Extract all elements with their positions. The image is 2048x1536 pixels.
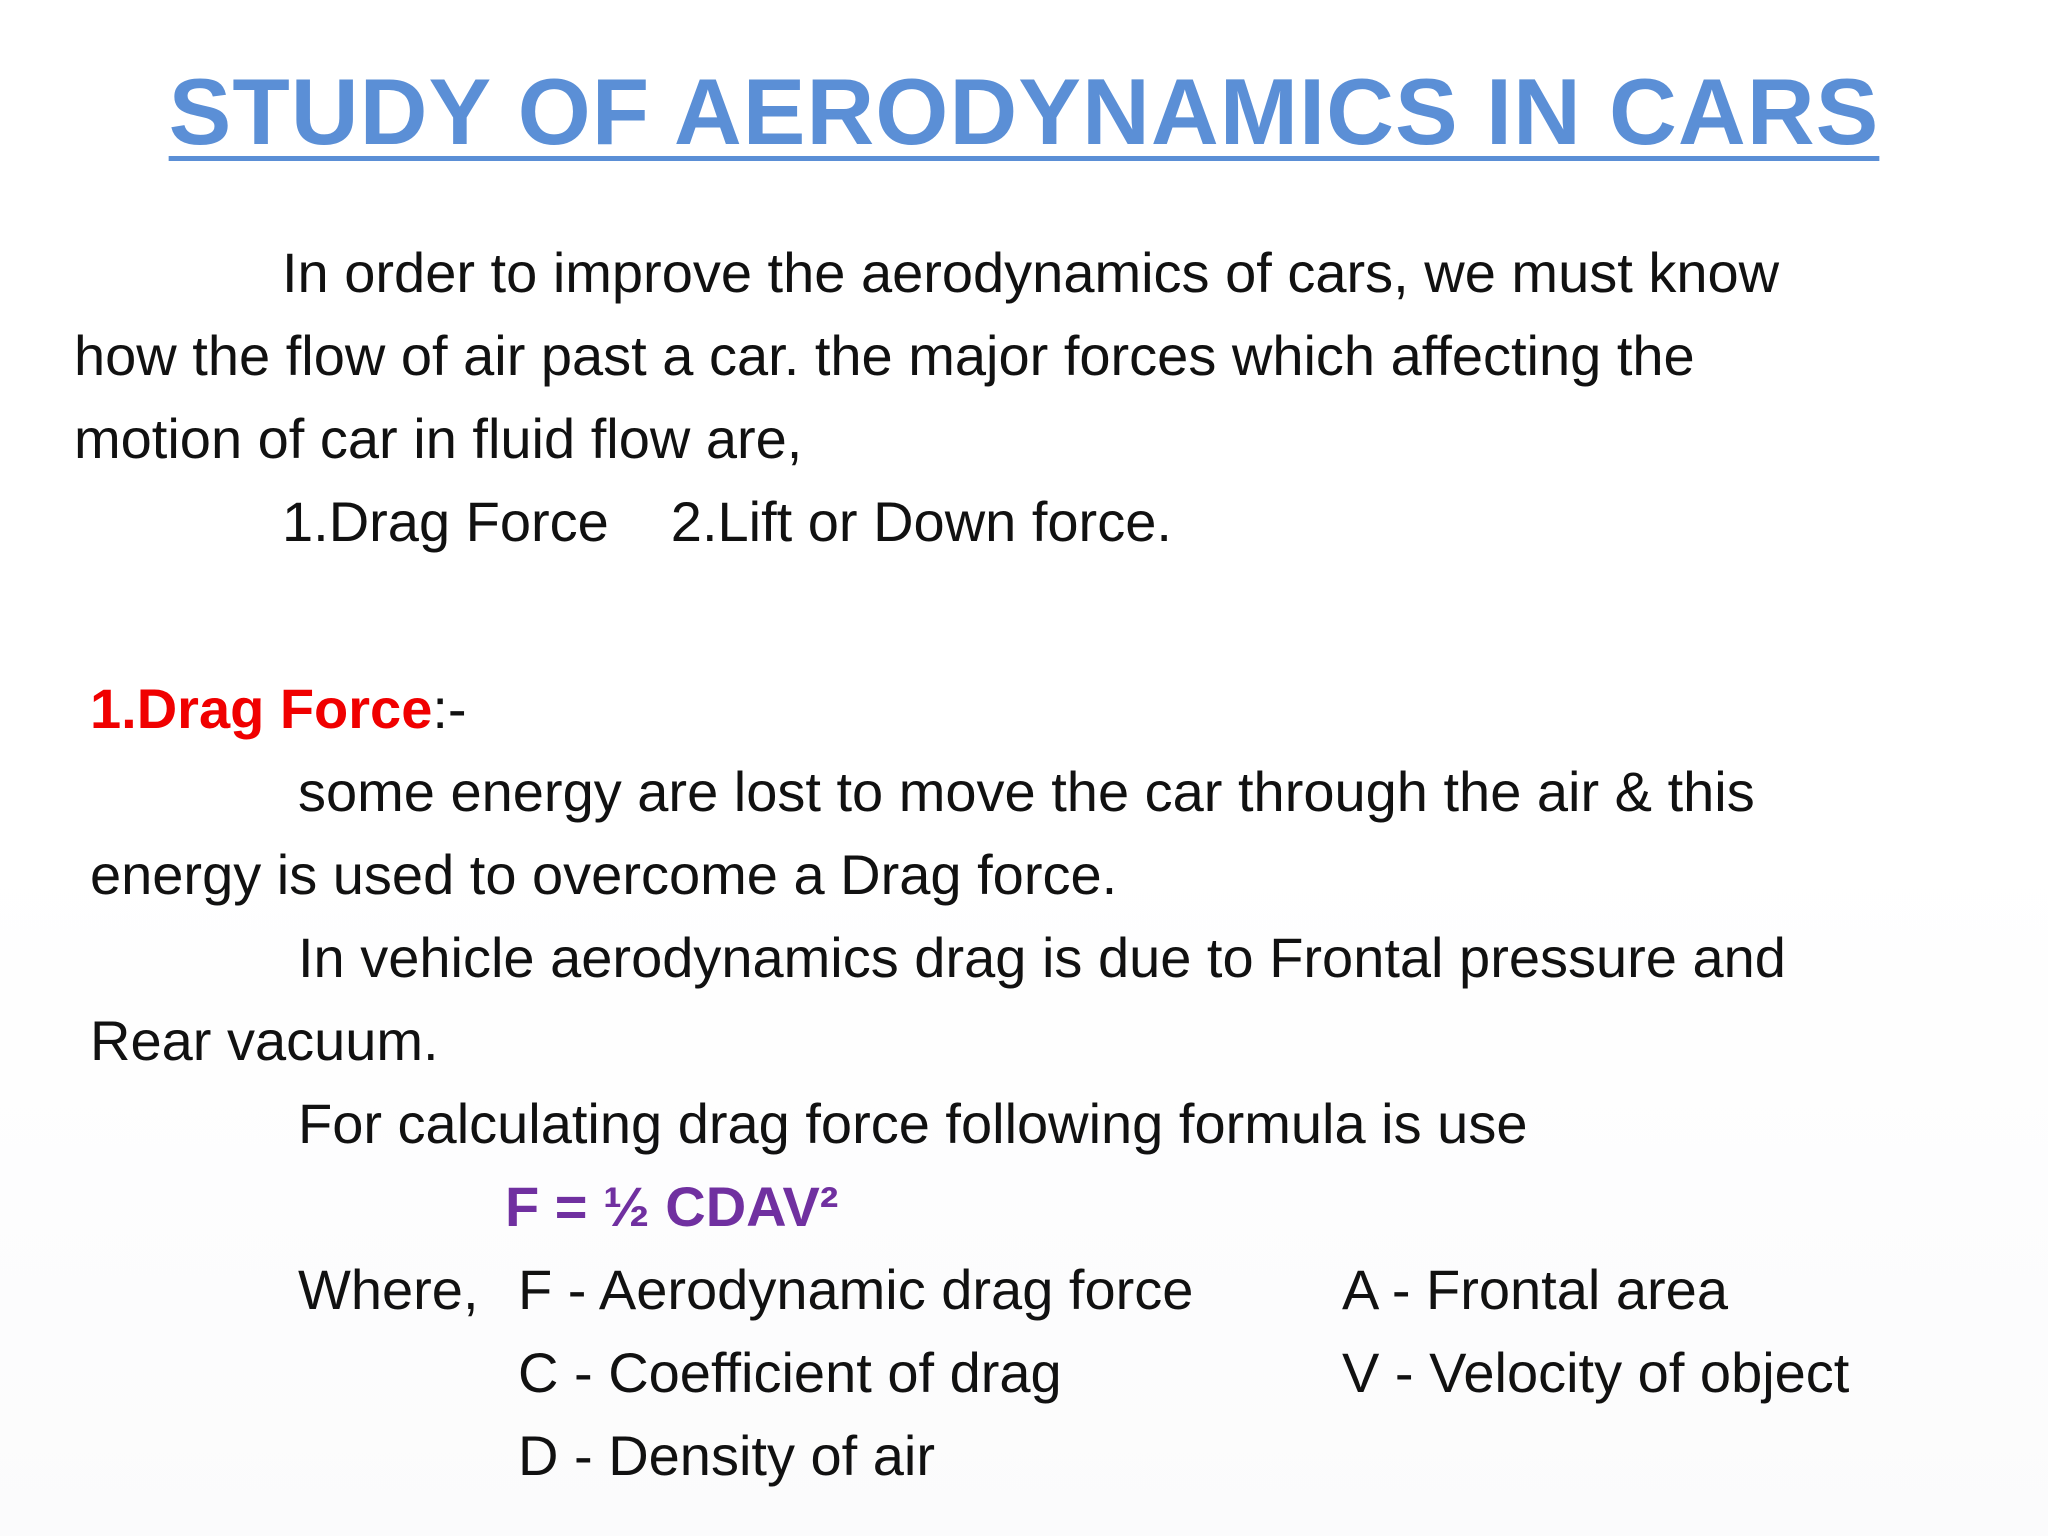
force-item-lift: 2.Lift or Down force. [670,490,1172,553]
force-item-drag: 1.Drag Force [282,490,609,553]
drag-p2-line-1: In vehicle aerodynamics drag is due to Frontal pressure and [298,926,1786,989]
intro-line-1: In order to improve the aerodynamics of cars, we must know [282,241,1780,304]
drag-p1-line-2: energy is used to overcome a Drag force. [90,843,1118,906]
slide-title: STUDY OF AERODYNAMICS IN CARS [168,59,1880,164]
where-label: Where, [298,1258,479,1321]
drag-heading-label: 1.Drag Force [90,677,433,740]
drag-p3-line-1: For calculating drag force following formula is use [298,1092,1528,1155]
def-c: C - Coefficient of drag [518,1341,1062,1404]
drag-p1-line-1: some energy are lost to move the car through the air & this [298,760,1755,823]
drag-formula: F = ½ CDAV² [505,1175,839,1238]
def-f: F - Aerodynamic drag force [518,1258,1194,1321]
def-a: A - Frontal area [1342,1258,1728,1321]
def-d: D - Density of air [518,1424,935,1487]
def-v: V - Velocity of object [1342,1341,1850,1404]
forces-list [282,490,1172,554]
intro-line-3: motion of car in fluid flow are, [74,407,803,470]
drag-heading [90,677,467,741]
intro-line-2: how the flow of air past a car. the major forces which affecting the [74,324,1695,387]
drag-p2-line-2: Rear vacuum. [90,1009,439,1072]
drag-heading-suffix: :- [432,677,467,740]
